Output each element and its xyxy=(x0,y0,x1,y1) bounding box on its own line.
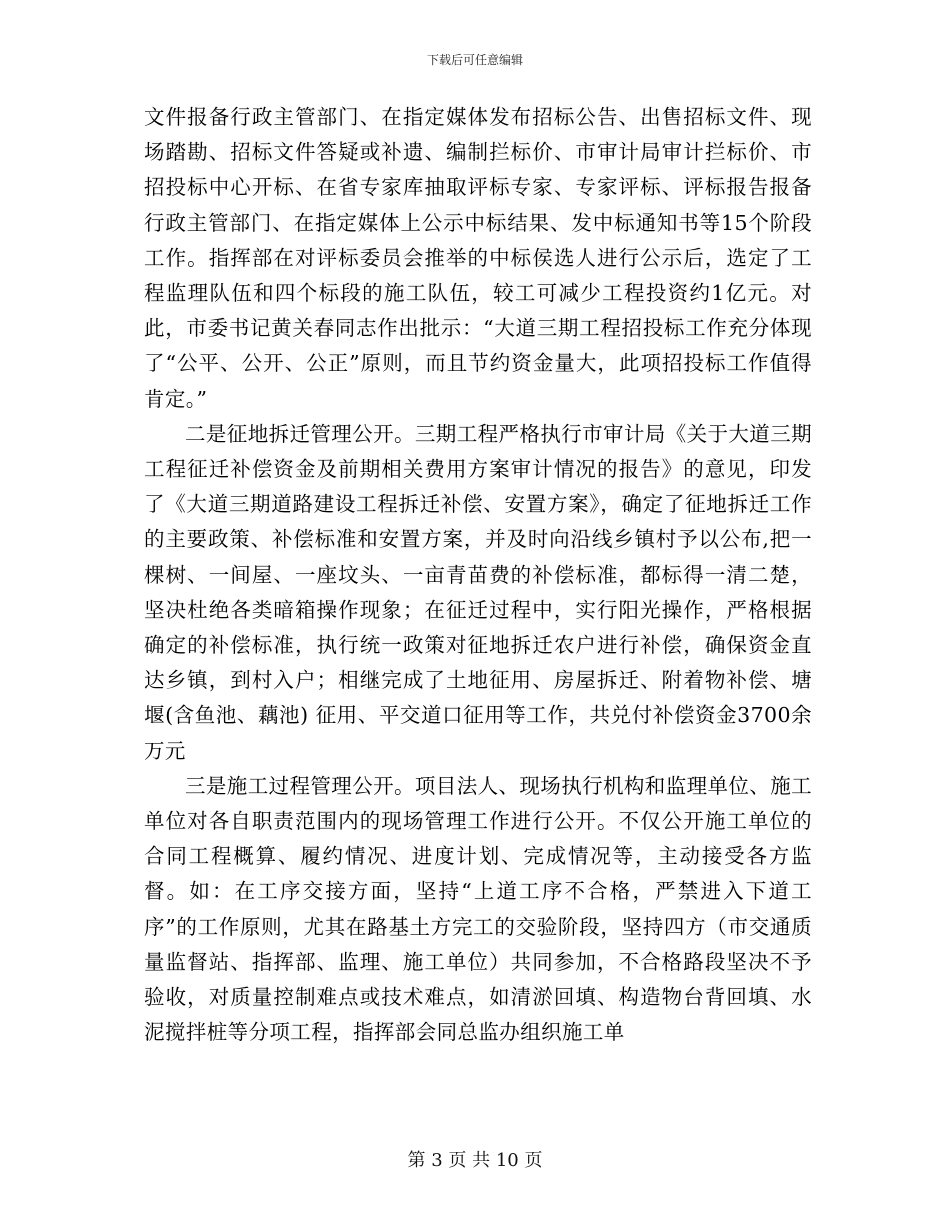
document-body xyxy=(144,100,812,1050)
paragraph-construction-process: 三是施工过程管理公开。项目法人、现场执行机构和监理单位、施工单位对各自职责范围内的现场管理工作进行公开。不仅公开施工单位的合同工程概算、履约情况、进度计划、完成情况等，主动接受各方监督。如：在工序交接方面，坚持“上道工序不合格，严禁进入下道工序”的工作原则，尤其在路基土方完工的交验阶段，坚持四方（市交通质量监督站、指挥部、监理、施工单位）共同参加，不合格路段坚决不予验收，对质量控制难点或技术难点，如清淤回填、构造物台背回填、水泥搅拌桩等分项工程，指挥部会同总监办组织施工单 xyxy=(144,773,812,1045)
page-number-footer: 第 3 页 共 10 页 xyxy=(407,1150,543,1171)
page-header: 下载后可任意编辑 xyxy=(426,53,523,67)
paragraph-land-acquisition: 二是征地拆迁管理公开。三期工程严格执行市审计局《关于大道三期工程征迁补偿资金及前期相关费用方案审计情况的报告》的意见，印发了《大道三期道路建设工程拆迁补偿、安置方案》，确定了征地拆迁工作的主要政策、补偿标准和安置方案，并及时向沿线乡镇村予以公布,把一棵树、一间屋、一座坟头、一亩青苗费的补偿标准，都标得一清二楚，坚决杜绝各类暗箱操作现象；在征迁过程中，实行阳光操作，严格根据确定的补偿标准，执行统一政策对征地拆迁农户进行补偿，确保资金直达乡镇，到村入户；相继完成了土地征用、房屋拆迁、附着物补偿、塘堰(含鱼池、藕池) 征用、平交道口征用等工作，共兑付补偿资金3700余万元 xyxy=(144,421,812,763)
paragraph-bidding-continuation: 文件报备行政主管部门、在指定媒体发布招标公告、出售招标文件、现场踏勘、招标文件答疑或补遗、编制拦标价、市审计局审计拦标价、市招投标中心开标、在省专家库抽取评标专家、专家评标、评标报告报备行政主管部门、在指定媒体上公示中标结果、发中标通知书等15个阶段工作。指挥部在对评标委员会推举的中标侯选人进行公示后，选定了工程监理队伍和四个标段的施工队伍，较工可减少工程投资约1亿元。对此，市委书记黄关春同志作出批示：“大道三期工程招投标工作充分体现了“公平、公开、公正”原则，而且节约资金量大，此项招投标工作值得肯定。” xyxy=(144,105,812,411)
